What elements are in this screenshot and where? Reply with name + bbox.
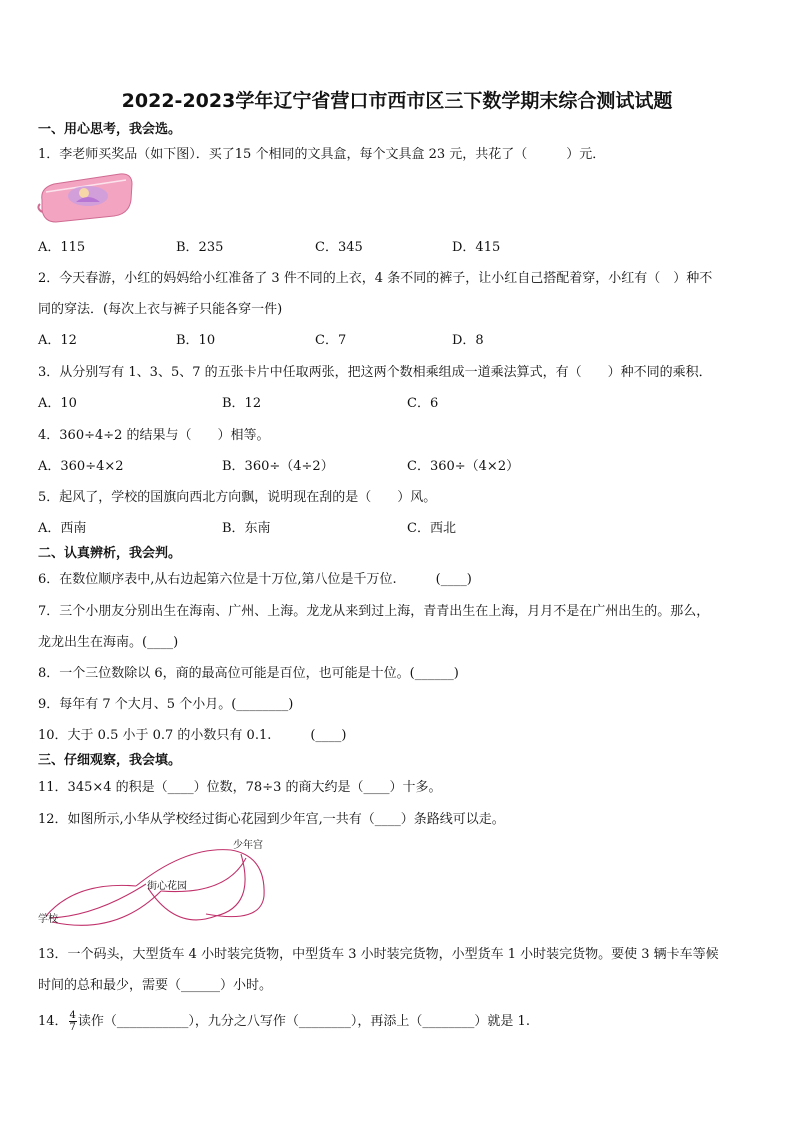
option-c: C．345 bbox=[315, 240, 363, 255]
question-9: 9．每年有 7 个大月、5 个小月。(________) bbox=[38, 697, 294, 712]
question-3-options bbox=[38, 395, 758, 413]
option-c: C．6 bbox=[407, 396, 439, 411]
fraction-numerator: 4 bbox=[69, 1010, 76, 1021]
label-garden: 街心花园 bbox=[147, 881, 187, 892]
section-heading-2: 二、认真辨析，我会判。 bbox=[38, 546, 182, 561]
question-10: 10．大于 0.5 小于 0.7 的小数只有 0.1. (____) bbox=[38, 728, 347, 743]
route-map bbox=[36, 836, 276, 932]
question-1: 1．李老师买奖品（如下图）．买了15 个相同的文具盒，每个文具盒 23 元，共花了（ ）元． bbox=[38, 147, 606, 162]
question-14 bbox=[38, 1010, 530, 1034]
fraction-four-sevenths bbox=[69, 1010, 77, 1033]
question-6: 6．在数位顺序表中,从右边起第六位是十万位,第八位是千万位. (____) bbox=[38, 572, 472, 587]
question-5-options bbox=[38, 520, 758, 538]
question-13-line-1: 13．一个码头，大型货车 4 小时装完货物，中型货车 3 小时装完货物，小型货车 1 小时装完货物。要使 3 辆卡车等候 bbox=[38, 947, 719, 962]
question-14-number: 14． bbox=[38, 1014, 68, 1029]
label-school: 学校 bbox=[38, 914, 58, 925]
question-7-line-2: 龙龙出生在海南。(____) bbox=[38, 635, 179, 650]
question-11: 11．345×4 的积是（____）位数，78÷3 的商大约是（____）十多。 bbox=[38, 780, 442, 795]
question-2-line-1: 2．今天春游，小红的妈妈给小红准备了 3 件不同的上衣，4 条不同的裤子，让小红自己搭配着穿，小红有（ ）种不 bbox=[38, 271, 713, 286]
option-b: B．360÷（4÷2） bbox=[222, 459, 334, 474]
option-a: A．西南 bbox=[38, 521, 87, 536]
pencil-case-image bbox=[36, 170, 136, 225]
question-2-options bbox=[38, 332, 758, 350]
option-b: B．12 bbox=[222, 396, 262, 411]
question-12: 12．如图所示,小华从学校经过街心花园到少年宫,一共有（____）条路线可以走。 bbox=[38, 812, 505, 827]
option-c: C．西北 bbox=[407, 521, 456, 536]
page-title: 2022-2023学年辽宁省营口市西市区三下数学期末综合测试试题 bbox=[121, 90, 673, 112]
option-b: B．东南 bbox=[222, 521, 271, 536]
question-3: 3．从分别写有 1、3、5、7 的五张卡片中任取两张，把这两个数相乘组成一道乘法算式，有（ ）种不同的乘积． bbox=[38, 365, 712, 380]
option-a: A．115 bbox=[38, 240, 86, 255]
question-13-line-2: 时间的总和最少，需要（______）小时。 bbox=[38, 978, 273, 993]
option-a: A．12 bbox=[38, 333, 77, 348]
question-7-line-1: 7．三个小朋友分别出生在海南、广州、上海。龙龙从来到过上海，青青出生在上海，月月不是在广州出生的。那么， bbox=[38, 604, 710, 619]
question-14-text: 读作（___________），九分之八写作（________），再添上（________）就是 1. bbox=[77, 1014, 530, 1029]
fraction-denominator: 7 bbox=[69, 1022, 76, 1033]
option-a: A．10 bbox=[38, 396, 77, 411]
section-heading-3: 三、仔细观察，我会填。 bbox=[38, 753, 182, 768]
section-heading-1: 一、用心思考，我会选。 bbox=[38, 122, 182, 137]
question-1-options bbox=[38, 239, 758, 257]
option-a: A．360÷4×2 bbox=[38, 459, 124, 474]
question-4-options bbox=[38, 458, 758, 476]
option-c: C．360÷（4×2） bbox=[407, 459, 520, 474]
option-b: B．10 bbox=[176, 333, 216, 348]
question-2-line-2: 同的穿法．(每次上衣与裤子只能各穿一件) bbox=[38, 302, 283, 317]
question-4: 4．360÷4÷2 的结果与（ ）相等。 bbox=[38, 428, 270, 443]
route-school-garden-3 bbox=[52, 891, 161, 925]
option-c: C．7 bbox=[315, 333, 347, 348]
route-school-garden-1 bbox=[46, 885, 136, 916]
option-d: D．8 bbox=[452, 333, 484, 348]
question-8: 8．一个三位数除以 6，商的最高位可能是百位，也可能是十位。(______) bbox=[38, 666, 459, 681]
label-palace: 少年宫 bbox=[233, 840, 263, 851]
option-d: D．415 bbox=[452, 240, 501, 255]
question-5: 5．起风了，学校的国旗向西北方向飘，说明现在刮的是（ ）风。 bbox=[38, 490, 437, 505]
option-b: B．235 bbox=[176, 240, 224, 255]
